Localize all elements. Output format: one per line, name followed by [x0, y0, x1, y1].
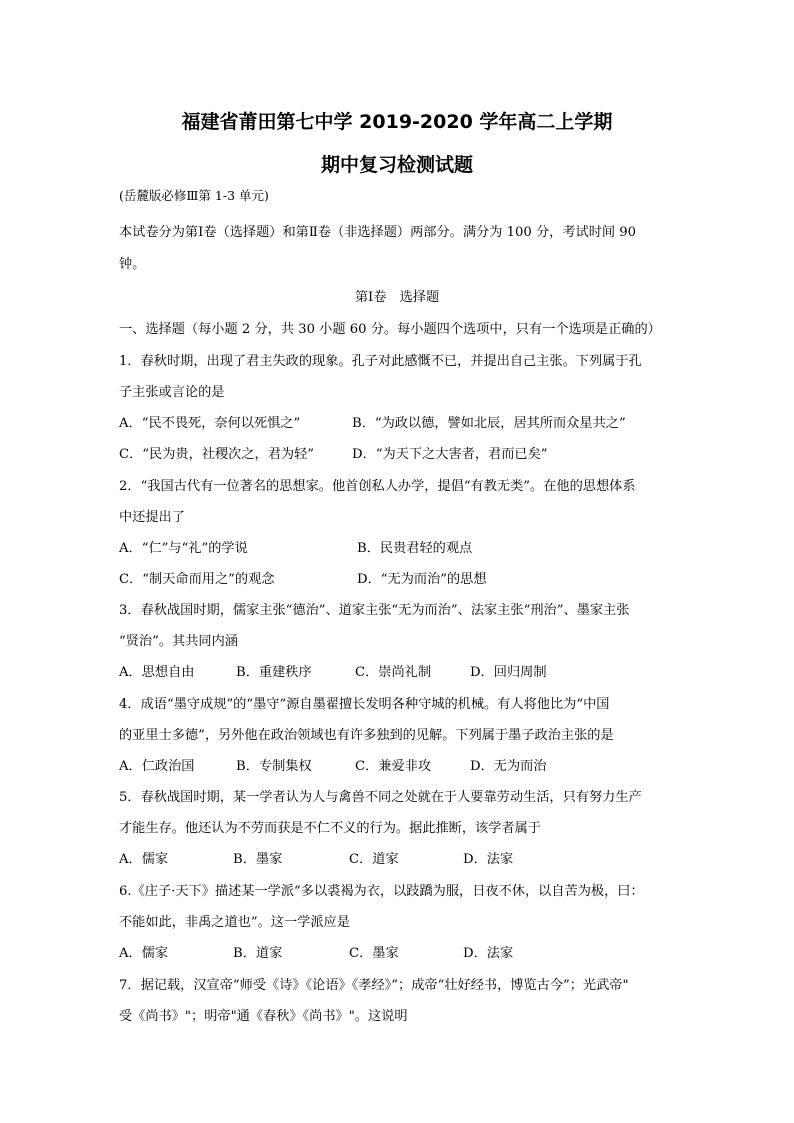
- question-6-stem-line-2: 不能如此，非禹之道也”。这一学派应是: [119, 915, 350, 930]
- question-1-option-d: D．“为天下之大害者，君而已矣”: [352, 447, 548, 462]
- question-6-stem-line-1: 6.《庄子·天下》描述某一学派“多以裘褐为衣，以跂蹻为服，日夜不休，以自苦为极，曰：: [119, 884, 644, 899]
- intro-line-1: 本试卷分为第Ⅰ卷（选择题）和第Ⅱ卷（非选择题）两部分。满分为 100 分，考试时间 90: [119, 225, 637, 240]
- question-3-stem-line-1: 3．春秋战国时期，儒家主张“德治”、道家主张“无为而治”、法家主张“刑治”、墨家主张: [119, 603, 630, 618]
- question-4-option-a: A．仁政治国: [119, 759, 195, 774]
- edition-note: (岳麓版必修Ⅲ第 1-3 单元): [119, 188, 269, 203]
- exam-subtitle: 期中复习检测试题: [320, 154, 473, 176]
- exam-title: 福建省莆田第七中学 2019-2020 学年高二上学期: [181, 111, 613, 133]
- question-5-option-b: B．墨家: [233, 852, 283, 867]
- question-2-stem-line-1: 2．“我国古代有一位著名的思想家。他首创私人办学，提倡“有教无类”。在他的思想体系: [119, 479, 636, 494]
- question-7-stem-line-1: 7．据记载，汉宣帝“师受《诗》《论语》《孝经》”；成帝“壮好经书，博览古今”；光武帝": [119, 978, 629, 993]
- question-1-option-c: C．“民为贵，社稷次之，君为轻”: [119, 447, 315, 462]
- question-4-option-c: C．兼爱非攻: [355, 759, 432, 774]
- question-3-stem-line-2: “贤治”。其共同内涵: [119, 634, 238, 649]
- section-title: 第Ⅰ卷 选择题: [354, 290, 440, 305]
- question-2-option-b: B．民贵君轻的观点: [357, 541, 473, 556]
- question-3-option-c: C．崇尚礼制: [355, 665, 432, 680]
- question-1-stem-line-2: 子主张或言论的是: [119, 385, 225, 400]
- question-4-stem-line-2: 的亚里士多德”，另外他在政治领域也有许多独到的见解。下列属于墨子政治主张的是: [119, 728, 614, 743]
- question-3-option-a: A．思想自由: [119, 665, 195, 680]
- intro-line-2: 钟。: [119, 257, 146, 272]
- question-1-option-b: B．“为政以德，譬如北辰，居其所而众星共之”: [352, 416, 626, 431]
- question-6-option-a: A．儒家: [119, 946, 169, 961]
- question-4-stem-line-1: 4．成语“墨守成规”的“墨守”源自墨翟擅长发明各种守城的机械。有人将他比为“中国: [119, 697, 610, 712]
- part-heading: 一、选择题（每小题 2 分，共 30 小题 60 分。每小题四个选项中，只有一个选项是正确的）: [119, 322, 661, 337]
- question-2-option-c: C．“制天命而用之”的观念: [119, 572, 275, 587]
- question-3-option-b: B．重建秩序: [236, 665, 312, 680]
- question-5-option-a: A．儒家: [119, 852, 169, 867]
- question-5-option-d: D．法家: [463, 852, 514, 867]
- question-1-option-a: A．“民不畏死，奈何以死惧之”: [119, 416, 301, 431]
- question-1-stem-line-1: 1．春秋时期，出现了君主失政的现象。孔子对此感慨不已，并提出自己主张。下列属于孔: [119, 354, 642, 369]
- question-6-option-c: C．墨家: [349, 946, 399, 961]
- question-5-stem-line-1: 5．春秋战国时期，某一学者认为人与禽兽不同之处就在于人要靠劳动生活，只有努力生产: [119, 790, 642, 805]
- question-4-option-d: D．无为而治: [470, 759, 547, 774]
- question-7-stem-line-2: 受《尚书》"；明帝"通《春秋》《尚书》"。这说明: [119, 1009, 408, 1024]
- question-3-option-d: D．回归周制: [470, 665, 547, 680]
- question-2-stem-line-2: 中还提出了: [119, 510, 185, 525]
- question-6-option-d: D．法家: [463, 946, 514, 961]
- question-6-option-b: B．道家: [233, 946, 283, 961]
- question-5-option-c: C．道家: [349, 852, 399, 867]
- question-2-option-a: A．“仁”与“礼”的学说: [119, 541, 248, 556]
- question-5-stem-line-2: 才能生存。他还认为不劳而获是不仁不义的行为。据此推断，该学者属于: [119, 821, 541, 836]
- question-2-option-d: D．“无为而治”的思想: [357, 572, 487, 587]
- question-4-option-b: B．专制集权: [236, 759, 312, 774]
